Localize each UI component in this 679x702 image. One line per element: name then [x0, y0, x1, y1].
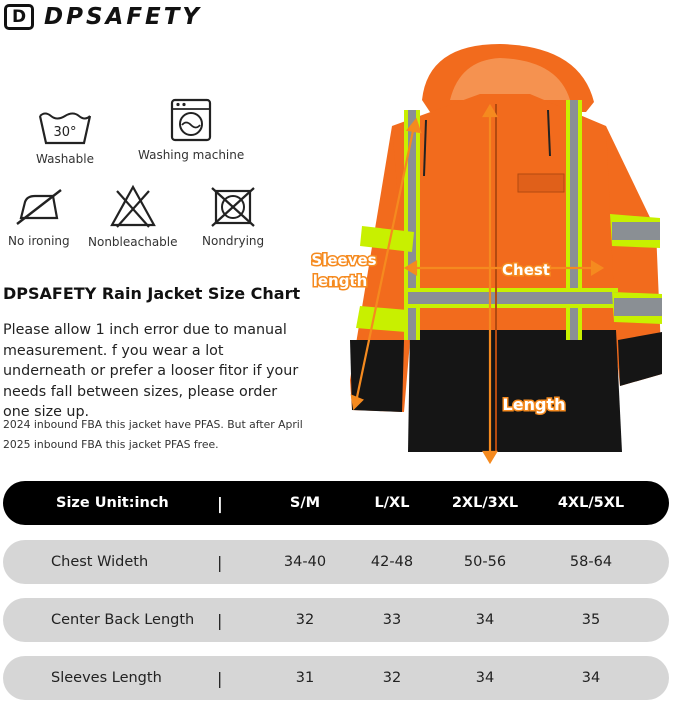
size-table-header: [3, 481, 669, 525]
table-row-sleeves: [3, 656, 669, 700]
header-separator: |: [217, 493, 223, 513]
care-washable: [36, 108, 94, 166]
size-chart-title: DPSAFETY Rain Jacket Size Chart: [3, 284, 301, 303]
table-row-chest: [3, 540, 669, 584]
care-label-washable: Washable: [36, 152, 94, 166]
table-cell: 34: [475, 612, 495, 628]
header-size: L/XL: [374, 495, 410, 511]
care-nondrying: [202, 186, 264, 248]
table-cell: 32: [295, 612, 315, 628]
chest-label: Chest: [502, 261, 550, 279]
care-label-washing-machine: Washing machine: [138, 148, 245, 162]
table-cell: 42-48: [370, 554, 414, 570]
sizing-note: Please allow 1 inch error due to manual measurement. f you wear a lot underneath or prefer a looser fitor if your needs fall between sizes, please order one size up.: [3, 322, 299, 420]
care-no-ironing: [8, 186, 70, 248]
no-iron-icon: [13, 186, 65, 228]
care-label-nonbleachable: Nonbleachable: [88, 235, 178, 249]
table-cell: 34-40: [283, 554, 327, 570]
wash-temp: 30°: [53, 125, 77, 140]
care-nonbleachable: [88, 183, 178, 249]
table-cell: 34: [475, 670, 495, 686]
length-label: Length: [502, 395, 566, 414]
jacket-black-panel: [408, 330, 622, 452]
sleeves-label-2: length: [312, 272, 368, 290]
table-cell: 34: [581, 670, 601, 686]
row-label: Chest Wideth: [51, 554, 149, 570]
no-bleach-icon: [108, 183, 158, 229]
table-cell: 32: [382, 670, 402, 686]
table-cell: 35: [581, 612, 601, 628]
washing-machine-icon: [169, 98, 213, 142]
table-cell: 31: [295, 670, 315, 686]
sleeves-label-1: Sleeves: [311, 251, 377, 269]
brand-mark: D: [4, 4, 34, 30]
care-washing-machine: [138, 98, 244, 162]
header-unit: Size Unit:inch: [56, 495, 169, 511]
table-cell: 58-64: [569, 554, 613, 570]
pfas-note: 2024 inbound FBA this jacket have PFAS. But after April 2025 inbound FBA this jacket PFAS free.: [3, 418, 303, 451]
row-separator: |: [217, 668, 223, 688]
care-label-no-ironing: No ironing: [8, 234, 70, 248]
brand-logo: [4, 4, 202, 30]
table-cell: 50-56: [463, 554, 507, 570]
table-cell: 33: [382, 612, 402, 628]
header-size: S/M: [289, 495, 321, 511]
table-row-back-length: [3, 598, 669, 642]
row-separator: |: [217, 610, 223, 630]
row-label: Center Back Length: [51, 612, 195, 628]
wash-tub-icon: [37, 108, 93, 146]
header-size: 4XL/5XL: [557, 495, 625, 511]
jacket-diagram: [300, 40, 679, 470]
no-tumble-dry-icon: [210, 186, 256, 228]
row-separator: |: [217, 552, 223, 572]
care-label-nondrying: Nondrying: [202, 234, 265, 248]
row-label: Sleeves Length: [51, 670, 162, 686]
brand-name: DPSAFETY: [44, 4, 203, 30]
header-size: 2XL/3XL: [451, 495, 519, 511]
